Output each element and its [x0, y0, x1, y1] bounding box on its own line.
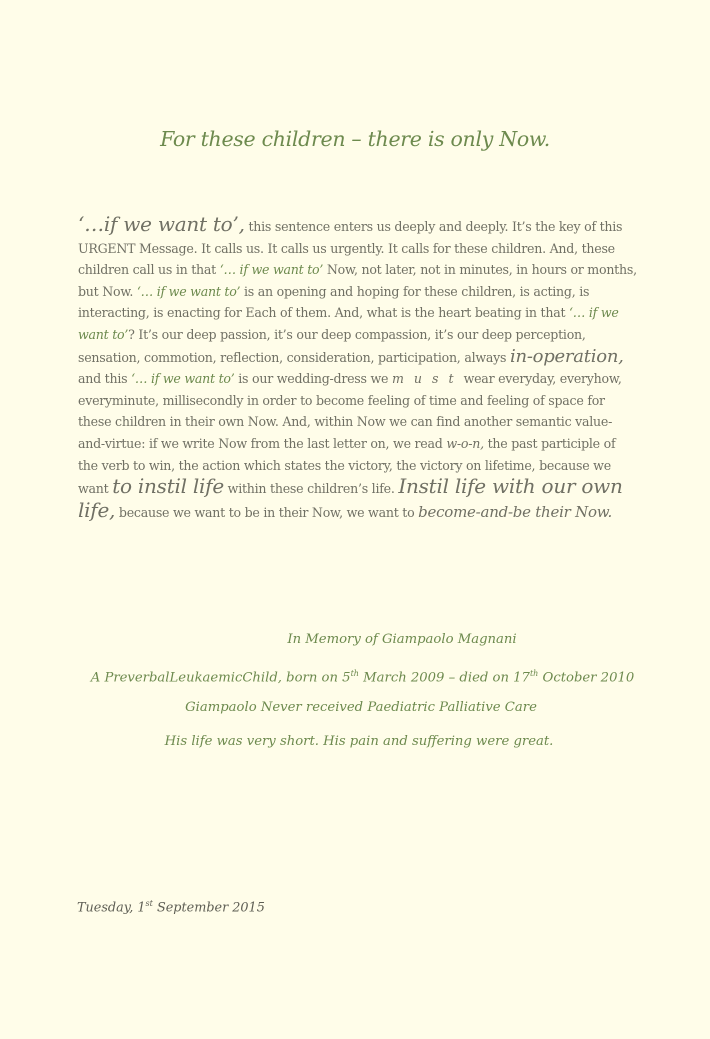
document-date [77, 899, 265, 915]
memorial-block [0, 630, 710, 766]
text-run: and this [78, 371, 132, 387]
text-run: the past participle of the verb to win, the action which states the victory, the victory on lifetime, because we want [78, 435, 616, 497]
spaced-word: w-o-n, [446, 435, 488, 451]
text-run: this sentence enters us deeply and deeply. It’s the key of this URGENT Message. It calls us. It calls us urgently. It calls for these children. And, these children call us in that [78, 219, 623, 278]
closing-phrase: become-and-be their Now. [418, 502, 613, 521]
memorial-dates-part: A PreverbalLeukaemicChild, born on 5 [90, 670, 351, 686]
memorial-heading: In Memory of Giampaolo Magnani [287, 632, 517, 647]
date-part: September 2015 [152, 900, 265, 916]
text-run: within these children’s life. [223, 481, 399, 497]
emphasis-phrase: ‘… if we want to’ [136, 283, 241, 299]
emphasis-phrase: ‘… if we want to’ [219, 262, 324, 278]
message-paragraph [78, 214, 638, 523]
text-run: is an opening and hoping for these children, is acting, is interacting, is enacting for Each of them. And, what is the heart beating in that [78, 283, 590, 321]
large-phrase: to instil life [112, 474, 224, 499]
ordinal-suffix: st [145, 899, 153, 908]
emphasis-phrase: ‘… if we want to’ [131, 371, 235, 387]
emphasis-phrase: ‘… if we want to’ [78, 305, 619, 342]
memorial-life-note: His life was very short. His pain and suffering were great. [164, 734, 554, 749]
text-run: wear everyday, everyhow, everyminute, millisecondly in order to become feeling of time and feeling of space for these children in their own Now. And, within Now we can find another semantic value-and-virtue: if we write Now from the last letter on, we read [78, 371, 622, 451]
text-run: Now, not later, not in minutes, in hours or months, but Now. [78, 262, 637, 299]
large-phrase: in-operation, [509, 345, 624, 367]
memorial-dates-part: March 2009 – died on 17 [358, 670, 530, 686]
spaced-word: m u s t [391, 371, 464, 387]
page-title: For these children – there is only Now. [160, 127, 550, 151]
ordinal-suffix: th [529, 669, 539, 678]
ordinal-suffix: th [350, 669, 359, 678]
memorial-care-note: Giampaolo Never received Paediatric Palliative Care [185, 700, 537, 715]
memorial-dates-part: October 2010 [538, 670, 635, 686]
text-run: because we want to be in their Now, we want to [115, 504, 419, 520]
text-run: ? It’s our deep passion, it’s our deep compassion, it’s our deep perception, sensation, commotion, reflection, consideration, participation, always [78, 326, 586, 365]
large-phrase: Instil life with our own life, [78, 474, 623, 522]
text-run: is our wedding-dress we [234, 371, 392, 387]
memorial-dates [0, 664, 710, 698]
date-part: Tuesday, 1 [77, 900, 146, 916]
emphasis-phrase: ‘…if we want to’, [78, 212, 245, 236]
